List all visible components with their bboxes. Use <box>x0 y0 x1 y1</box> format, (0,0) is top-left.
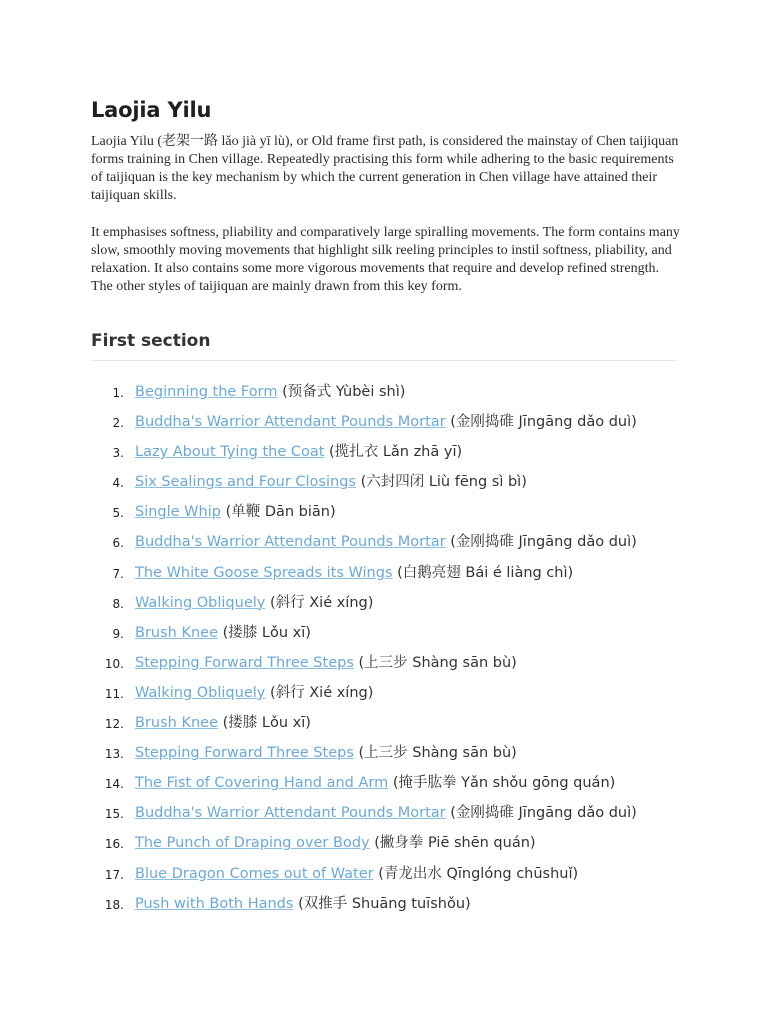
list-item-body <box>135 497 336 527</box>
description-paragraph: It emphasises softness, pliability and comparatively large spiralling movements. The form contains many slow, smoothly moving movements that highlight silk reeling principles to instil softness, pliability, and relaxation. It also contains some more vigorous movements that require and develop refined strength. The other styles of taijiquan are mainly drawn from this key form. <box>91 225 680 294</box>
list-item-body <box>135 859 578 889</box>
move-link[interactable]: Lazy About Tying the Coat <box>135 444 325 461</box>
move-link[interactable]: Blue Dragon Comes out of Water <box>135 865 374 882</box>
list-item-number: 16. <box>104 837 124 852</box>
list-item <box>0 618 768 648</box>
list-item-number: 13. <box>104 747 124 762</box>
list-item-body <box>135 648 517 678</box>
move-native-name: (斜行 Xié xíng) <box>269 594 374 611</box>
section-divider <box>91 360 677 361</box>
move-link[interactable]: Push with Both Hands <box>135 895 294 912</box>
move-native-name: (揽扎衣 Lǎn zhā yī) <box>329 444 463 461</box>
list-item <box>0 407 768 437</box>
list-item <box>0 859 768 889</box>
move-link[interactable]: The White Goose Spreads its Wings <box>135 564 393 581</box>
move-link[interactable]: Brush Knee <box>135 624 218 641</box>
list-item-body <box>135 527 637 557</box>
move-native-name: (金刚捣碓 Jīngāng dǎo duì) <box>450 534 637 551</box>
list-item-body <box>135 678 373 708</box>
move-link[interactable]: The Fist of Covering Hand and Arm <box>135 775 389 792</box>
list-item <box>0 798 768 828</box>
move-native-name: (上三步 Shàng sān bù) <box>358 745 517 762</box>
list-item-body <box>135 798 637 828</box>
move-link[interactable]: Walking Obliquely <box>135 594 266 611</box>
move-link[interactable]: The Punch of Draping over Body <box>135 835 370 852</box>
list-item-number: 3. <box>112 446 124 461</box>
move-native-name: (搂膝 Lǒu xī) <box>222 715 311 732</box>
move-native-name: (单鞭 Dān biān) <box>225 504 336 521</box>
list-item-body <box>135 588 373 618</box>
moves-list <box>0 377 768 919</box>
move-native-name: (撇身拳 Piē shēn quán) <box>374 835 536 852</box>
move-native-name: (掩手肱拳 Yǎn shǒu gōng quán) <box>392 775 616 792</box>
list-item <box>0 497 768 527</box>
list-item-body <box>135 768 615 798</box>
move-link[interactable]: Beginning the Form <box>135 384 278 400</box>
page-title: Laojia Yilu <box>91 98 212 122</box>
list-item <box>0 708 768 738</box>
list-item-number: 15. <box>104 807 124 822</box>
list-item-number: 9. <box>112 626 124 641</box>
move-native-name: (搂膝 Lǒu xī) <box>222 624 311 641</box>
move-native-name: (白鹅亮翅 Bái é liàng chì) <box>397 564 574 581</box>
list-item-number: 4. <box>112 476 124 491</box>
list-item-number: 8. <box>112 596 124 611</box>
move-native-name: (双推手 Shuāng tuīshǒu) <box>298 895 471 912</box>
move-link[interactable]: Six Sealings and Four Closings <box>135 474 356 491</box>
list-item <box>0 889 768 919</box>
list-item <box>0 648 768 678</box>
list-item-number: 12. <box>104 717 124 732</box>
list-item-body <box>135 558 573 588</box>
move-link[interactable]: Walking Obliquely <box>135 684 266 701</box>
move-native-name: (上三步 Shàng sān bù) <box>358 654 517 671</box>
list-item <box>0 527 768 557</box>
list-item-number: 11. <box>104 686 124 701</box>
list-item <box>0 738 768 768</box>
move-link[interactable]: Stepping Forward Three Steps <box>135 654 354 671</box>
move-native-name: (青龙出水 Qīnglóng chūshuǐ) <box>378 865 579 882</box>
list-item-body <box>135 437 462 467</box>
list-item-number: 14. <box>104 777 124 792</box>
list-item <box>0 377 768 407</box>
list-item-number: 5. <box>112 506 124 521</box>
list-item <box>0 678 768 708</box>
list-item <box>0 768 768 798</box>
move-native-name: (六封四闭 Liù fēng sì bì) <box>360 474 527 491</box>
list-item-body <box>135 738 517 768</box>
list-item-body <box>135 828 536 858</box>
move-link[interactable]: Single Whip <box>135 504 221 521</box>
move-native-name: (金刚捣碓 Jīngāng dǎo duì) <box>450 805 637 822</box>
move-link[interactable]: Buddha's Warrior Attendant Pounds Mortar <box>135 534 446 551</box>
list-item-body <box>135 407 637 437</box>
list-item-body <box>135 467 527 497</box>
move-link[interactable]: Buddha's Warrior Attendant Pounds Mortar <box>135 805 446 822</box>
list-item-body <box>135 618 311 648</box>
move-native-name: (预备式 Yùbèi shì) <box>282 384 406 400</box>
list-item-number: 6. <box>112 536 124 551</box>
move-native-name: (斜行 Xié xíng) <box>269 684 374 701</box>
move-native-name: (金刚捣碓 Jīngāng dǎo duì) <box>450 414 637 431</box>
move-link[interactable]: Brush Knee <box>135 715 218 732</box>
list-item <box>0 467 768 497</box>
section-heading: First section <box>91 331 211 351</box>
list-item-body <box>135 708 311 738</box>
list-item-body <box>135 377 405 407</box>
list-item-number: 10. <box>104 656 124 671</box>
list-item <box>0 437 768 467</box>
list-item <box>0 558 768 588</box>
list-item-number: 2. <box>112 416 124 431</box>
list-item-body <box>135 889 471 919</box>
list-item <box>0 588 768 618</box>
list-item <box>0 828 768 858</box>
list-item-number: 7. <box>112 566 124 581</box>
intro-paragraph: Laojia Yilu (老架一路 lǎo jià yī lù), or Old frame first path, is considered the mainstay of Chen taijiquan forms training in Chen village. Repeatedly practising this form while adhering to the basic requirements of taijiquan is the key mechanism by which the current generation in Chen village have attained their taijiquan skills. <box>91 134 679 203</box>
list-item-number: 17. <box>104 867 124 882</box>
list-item-number: 18. <box>104 897 124 912</box>
list-item-number: 1. <box>112 386 124 400</box>
move-link[interactable]: Buddha's Warrior Attendant Pounds Mortar <box>135 414 446 431</box>
move-link[interactable]: Stepping Forward Three Steps <box>135 745 354 762</box>
